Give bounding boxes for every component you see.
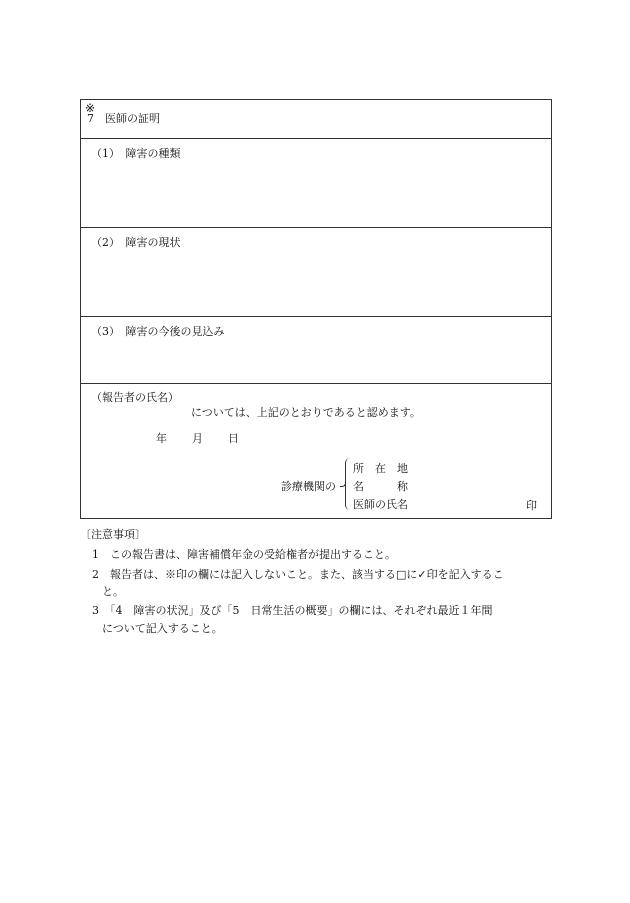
note-3: 3 「4 障害の状況」及び「5 日常生活の概要」の欄には、それぞれ最近１年間 bbox=[92, 604, 493, 617]
doctor-certification-form bbox=[80, 99, 552, 519]
month-label: 月 bbox=[192, 432, 203, 445]
certification-statement: については、上記のとおりであると認めます。 bbox=[191, 406, 421, 419]
divider bbox=[81, 383, 551, 384]
not-to-fill-mark: ※ bbox=[85, 101, 96, 115]
note-2 bbox=[92, 568, 504, 581]
note-1: 1 この報告書は、障害補償年金の受給権者が提出すること。 bbox=[92, 548, 396, 561]
note-2-text-cont: 印を記入するこ bbox=[426, 568, 504, 581]
disability-status-label: （2） 障害の現状 bbox=[91, 236, 181, 249]
disability-type-label: （1） 障害の種類 bbox=[91, 147, 181, 160]
divider bbox=[81, 138, 551, 139]
day-label: 日 bbox=[228, 432, 239, 445]
year-label: 年 bbox=[156, 432, 167, 445]
section-title: 7 医師の証明 bbox=[87, 112, 160, 125]
divider bbox=[81, 316, 551, 317]
address-label: 所 在 地 bbox=[353, 462, 408, 475]
medical-institution-label: 診療機関の bbox=[281, 480, 336, 493]
seal-mark: 印 bbox=[526, 499, 537, 512]
note-2-wrap: と。 bbox=[102, 585, 124, 598]
doctor-name-label: 医師の氏名 bbox=[353, 498, 408, 511]
disability-outlook-label: （3） 障害の今後の見込み bbox=[91, 325, 225, 338]
check-mark-icon: ✓ bbox=[417, 568, 427, 581]
reporter-name-label: （報告者の氏名） bbox=[91, 391, 179, 404]
divider bbox=[81, 227, 551, 228]
note-3-wrap: について記入すること。 bbox=[102, 622, 223, 635]
institution-name-label: 名 称 bbox=[353, 480, 408, 493]
notes-heading: 〔注意事項〕 bbox=[80, 528, 146, 541]
brace bbox=[345, 458, 352, 510]
note-2-text: 2 報告者は、※印の欄には記入しないこと。また、該当する□に bbox=[92, 568, 418, 581]
